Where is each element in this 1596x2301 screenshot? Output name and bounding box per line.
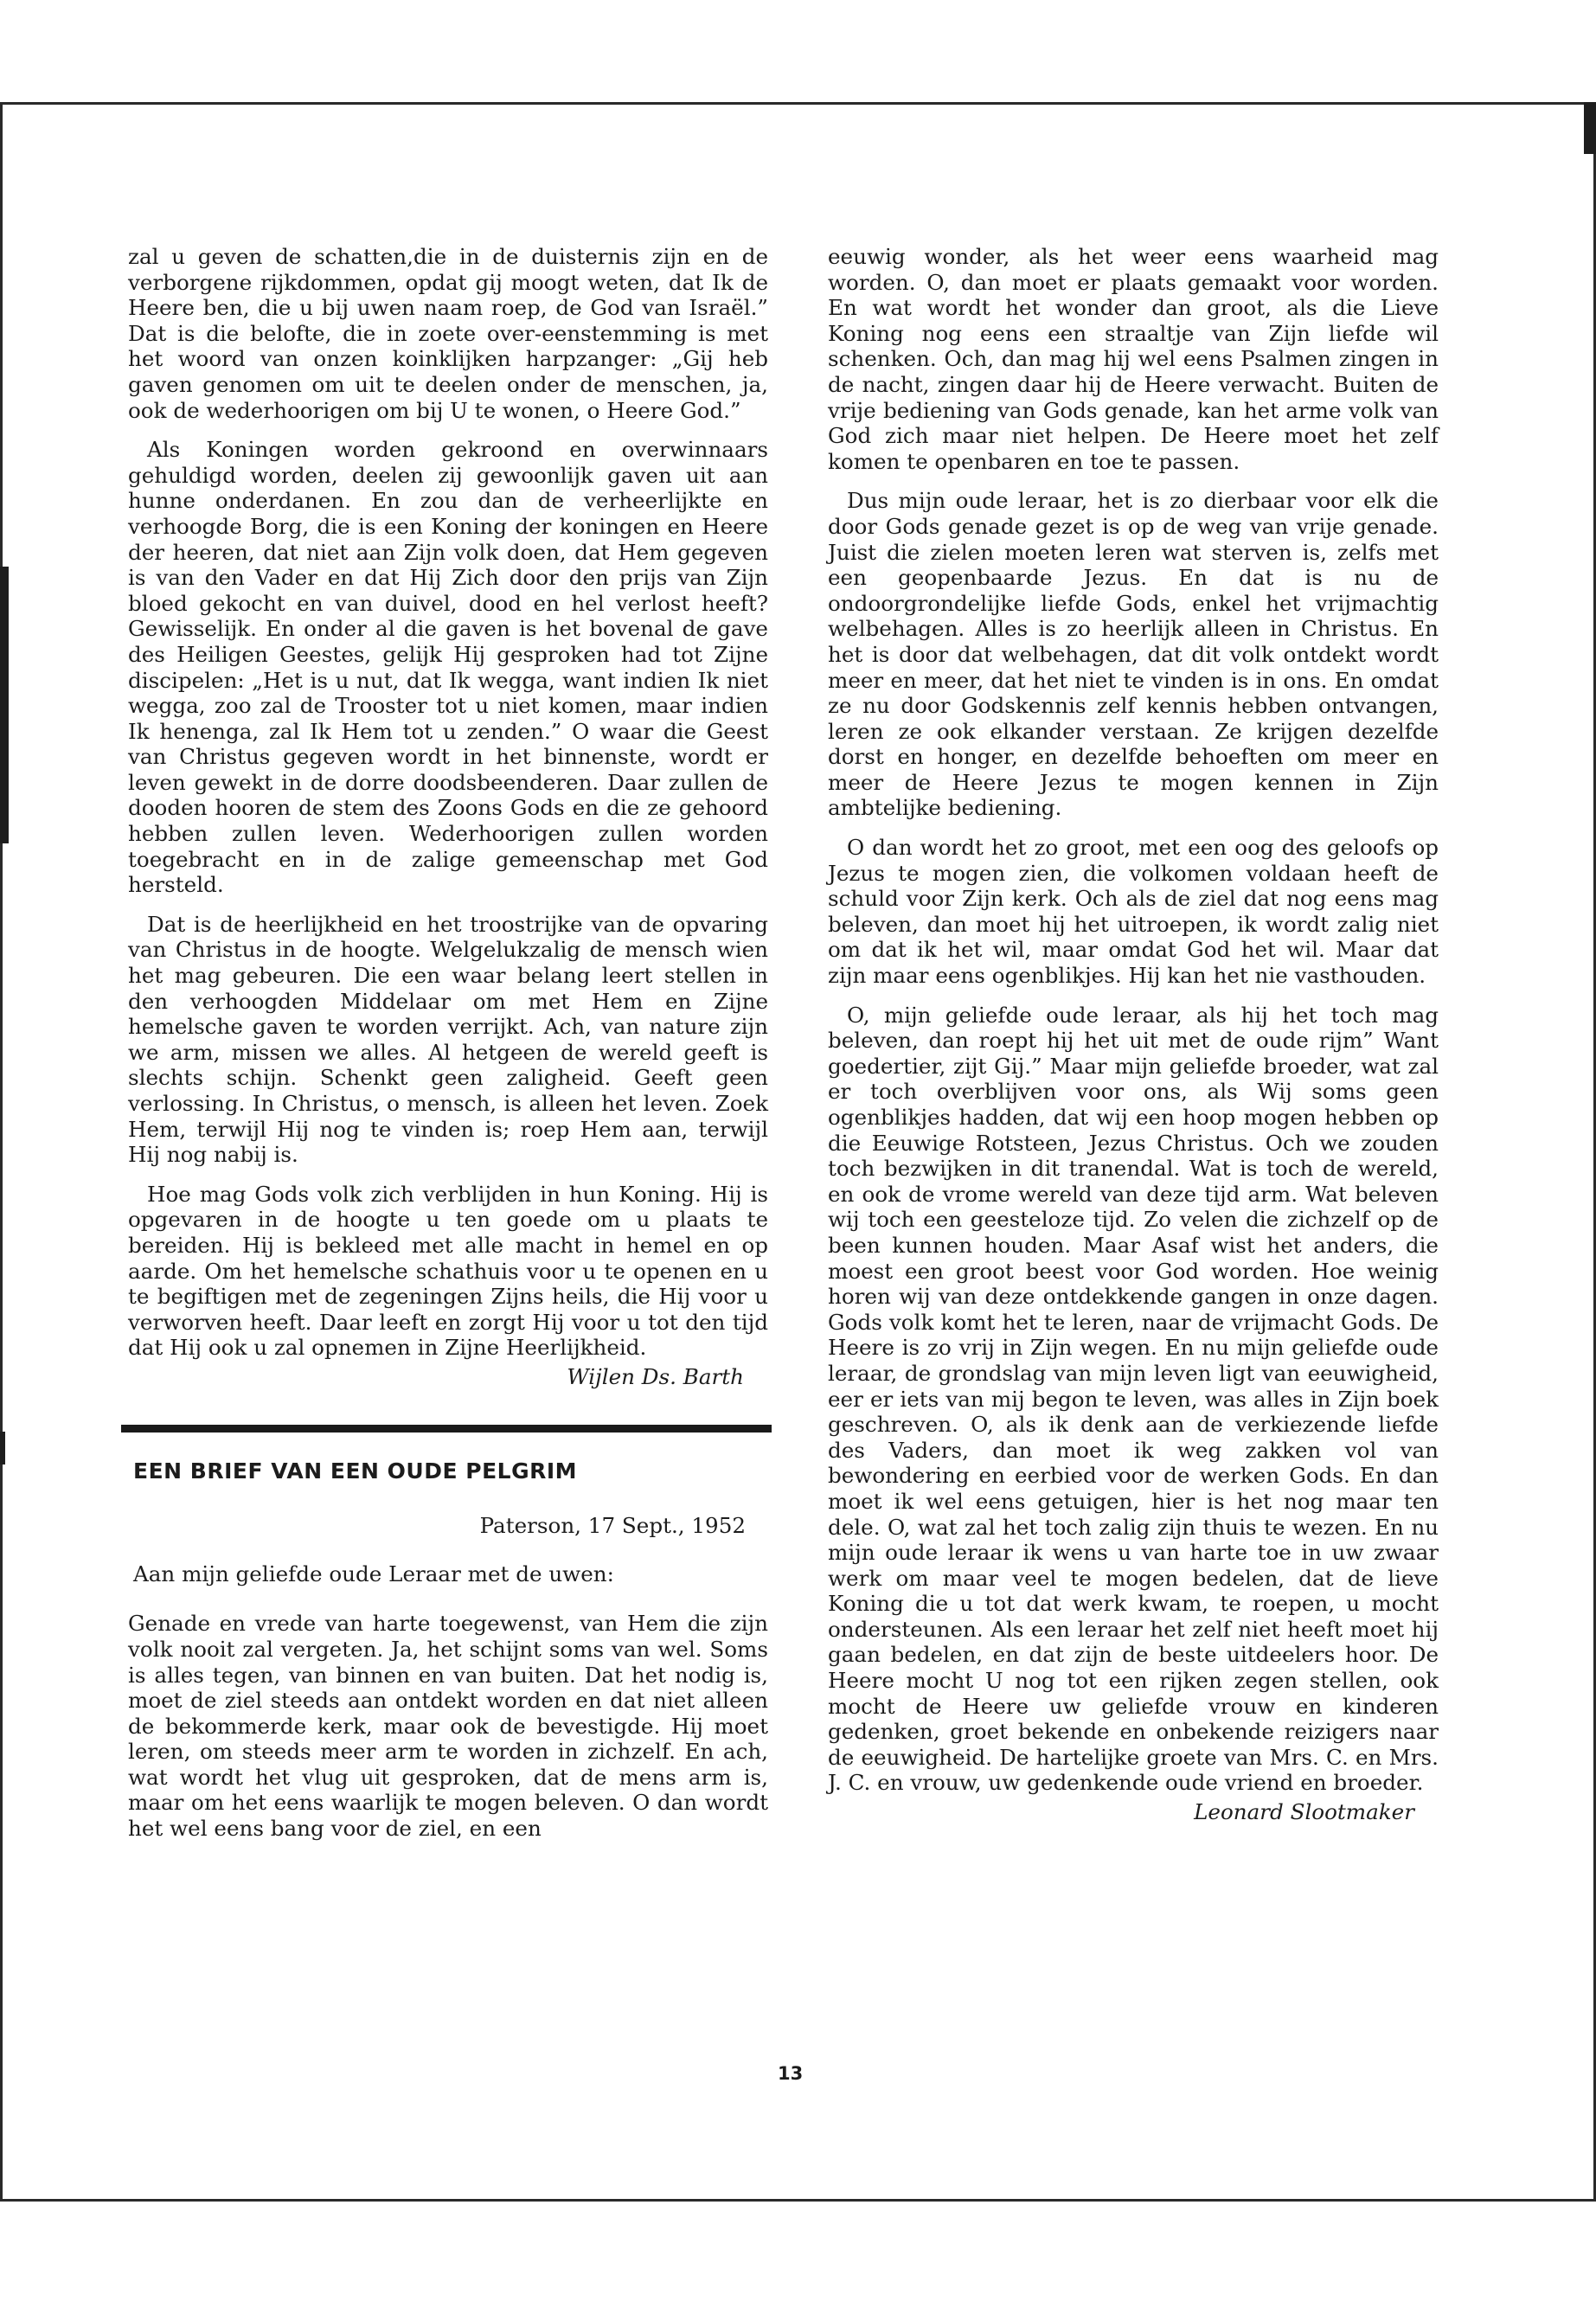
signature: Wijlen Ds. Barth <box>567 1363 744 1389</box>
page-number: 13 <box>778 2063 804 2084</box>
scan-top-edge <box>0 102 1596 105</box>
signature: Leonard Slootmaker <box>1194 1799 1414 1825</box>
paragraph: Als Koningen worden gekroond en overwinnaars gehuldigd worden, deelen zij gewoonlijk gaven uit aan hunne onderdanen. En zou dan de verheerlijkte en verhoogde Borg, die is een Koning der koningen en Heere der heeren, dat niet aan Zijn volk doen, dat Hem gegeven is van den Vader en dat Hij Zich door den prijs van Zijn bloed gekocht en van duivel, dood en hel verlost heeft? Gewisselijk. En onder al die gaven is het bovenal de gave des Heiligen Geestes, gelijk Hij gesproken had tot Zijne discipelen: „Het is u nut, dat Ik wegga, want indien Ik niet wegga, zoo zal de Trooster tot u niet komen, maar indien Ik henenga, zal Ik Hem tot u zenden.” O waar die Geest van Christus gegeven wordt in het binnenste, wordt er leven gewekt in de dorre doodsbeenderen. Daar zullen de dooden hooren de stem des Zoons Gods en die ze gehoord hebben zullen leven. Wederhoorigen zullen worden toegebracht en in de zalige gemeenschap met God hersteld. <box>128 437 768 898</box>
paragraph: Genade en vrede van harte toegewenst, van Hem die zijn volk nooit zal vergeten. Ja, het schijnt soms van wel. Soms is alles tegen, van binnen en van buiten. Dat het nodig is, moet de ziel steeds aan ontdekt worden en dat niet alleen de bekommerde kerk, maar ook de bevestigde. Hij moet leren, om steeds meer arm te worden in zichzelf. En ach, wat wordt het vlug uit gesproken, dat de mens arm is, maar om het eens waarlijk te mogen beleven. O dan wordt het wel eens bang voor de ziel, en een <box>128 1611 768 1842</box>
article-title: EEN BRIEF VAN EEN OUDE PELGRIM <box>133 1458 578 1484</box>
right-column <box>828 244 1439 1825</box>
paragraph: Dat is de heerlijkheid en het troostrijke van de opvaring van Christus in de hoogte. Welgelukzalig de mensch wien het mag gebeuren. Die een waar belang leert stellen in den verhoogden Middelaar om met Hem en Zijne hemelsche gaven te worden verrijkt. Ach, van nature zijn we arm, missen we alles. Al hetgeen de wereld geeft is slechts schijn. Schenkt geen zaligheid. Geeft geen verlossing. In Christus, o mensch, is alleen het leven. Zoek Hem, terwijl Hij nog te vinden is; roep Hem aan, terwijl Hij nog nabij is. <box>128 911 768 1168</box>
left-column <box>128 244 768 1842</box>
paragraph: zal u geven de schatten,die in de duisternis zijn en de verborgene rijkdommen, opdat gij moogt weten, dat Ik de Heere ben, die u bij uwen naam roep, de God van Israël.” Dat is die belofte, die in zoete over-eenstemming is met het woord van onzen koinklijken harpzanger: „Gij heb gaven genomen om uit te deelen onder de menschen, ja, ook de wederhoorigen om bij U te wonen, o Heere God.” <box>128 244 768 423</box>
scan-bottom-margin <box>0 2202 1596 2301</box>
scan-edge-mark <box>1584 102 1596 154</box>
paragraph: eeuwig wonder, als het weer eens waarheid mag worden. O, dan moet er plaats gemaakt voor worden. En wat wordt het wonder dan groot, als die Lieve Koning nog eens een straaltje van Zijn liefde wil schenken. Och, dan mag hij wel eens Psalmen zingen in de nacht, zingen daar hij de Heere verwacht. Buiten de vrije bediening van Gods genade, kan het arme volk van God zich maar niet helpen. De Heere moet het zelf komen te openbaren en toe te passen. <box>828 244 1439 474</box>
paragraph: Hoe mag Gods volk zich verblijden in hun Koning. Hij is opgevaren in de hoogte u ten goede om u plaats te bereiden. Hij is bekleed met alle macht in hemel en op aarde. Om het hemelsche schathuis voor u te openen en u te begiftigen met de zegeningen Zijns heils, die Hij voor u verworven heeft. Daar leeft en zorgt Hij voor u tot den tijd dat Hij ook u zal opnemen in Zijne Heerlijkheid. <box>128 1181 768 1361</box>
scan-top-margin <box>0 0 1596 102</box>
scan-edge-mark <box>0 567 9 843</box>
salutation: Aan mijn geliefde oude Leraar met de uwen: <box>133 1561 614 1586</box>
scan-edge-mark <box>0 1432 5 1465</box>
paragraph: Dus mijn oude leraar, het is zo dierbaar voor elk die door Gods genade gezet is op de weg van vrije genade. Juist die zielen moeten leren wat sterven is, zelfs met een geopenbaarde Jezus. En dat is nu de ondoorgrondelijke liefde Gods, enkel het vrijmachtig welbehagen. Alles is zo heerlijk alleen in Christus. En het is door dat welbehagen, dat dit volk ontdekt wordt meer en meer, dat het niet te vinden is in ons. En omdat ze nu door Godskennis zelf kennis hebben ontvangen, leren ze ook elkander verstaan. Ze krijgen dezelfde dorst en honger, en dezelfde behoeften om meer en meer de Heere Jezus te mogen kennen in Zijn ambtelijke bediening. <box>828 488 1439 821</box>
section-divider <box>121 1425 772 1433</box>
paragraph: O dan wordt het zo groot, met een oog des geloofs op Jezus te mogen zien, die volkomen voldaan heeft de schuld voor Zijn kerk. Och als de ziel dat nog eens mag beleven, dan moet hij het uitroepen, ik wordt zalig niet om dat ik het wil, maar omdat God het wil. Maar dat zijn maar eens ogenblikjes. Hij kan het nie vasthouden. <box>828 835 1439 989</box>
paragraph: O, mijn geliefde oude leraar, als hij het toch mag beleven, dan roept hij het uit met de oude rijm” Want goedertier, zijt Gij.” Maar mijn geliefde broeder, wat zal er toch overblijven voor ons, als Wij soms geen ogenblikjes hadden, dat wij een hoop mogen hebben op die Eeuwige Rotsteen, Jezus Christus. Och we zouden toch bezwijken in dit tranendal. Wat is toch de wereld, en ook de vrome wereld van deze tijd arm. Wat beleven wij toch een geesteloze tijd. Zo velen die zichzelf op de been kunnen houden. Maar Asaf wist het anders, die moest een groot beest voor God worden. Hoe weinig horen wij van deze ontdekkende gangen in onze dagen. Gods volk komt het te leren, naar de vrijmacht Gods. De Heere is zo vrij in Zijn wegen. En nu mijn geliefde oude leraar, de grondslag van mijn leven ligt van eeuwigheid, eer er iets van mij begon te leven, was alles in Zijn boek geschreven. O, als ik denk aan de verkiezende liefde des Vaders, dan moet ik weg zakken vol van bewondering en eerbied voor de werken Gods. En dan moet ik wel eens getuigen, hier is het nog maar ten dele. O, wat zal het toch zalig zijn thuis te wezen. En nu mijn oude leraar ik wens u van harte toe in uw zwaar werk om maar veel te mogen bedelen, dat de lieve Koning die u tot dat werk kwam, te roepen, u mocht ondersteunen. Als een leraar het zelf niet heeft moet hij gaan bedelen, en dat zijn de beste uitdeelers hoor. De Heere mocht U nog tot een rijken zegen stellen, ook mocht de Heere uw geliefde vrouw en kinderen gedenken, groet bekende en onbekende reizigers naar de eeuwigheid. De hartelijke groete van Mrs. C. en Mrs. J. C. en vrouw, uw gedenkende oude vriend en broeder. <box>828 1002 1439 1796</box>
scan-left-edge <box>0 102 3 2202</box>
dateline: Paterson, 17 Sept., 1952 <box>479 1513 746 1539</box>
